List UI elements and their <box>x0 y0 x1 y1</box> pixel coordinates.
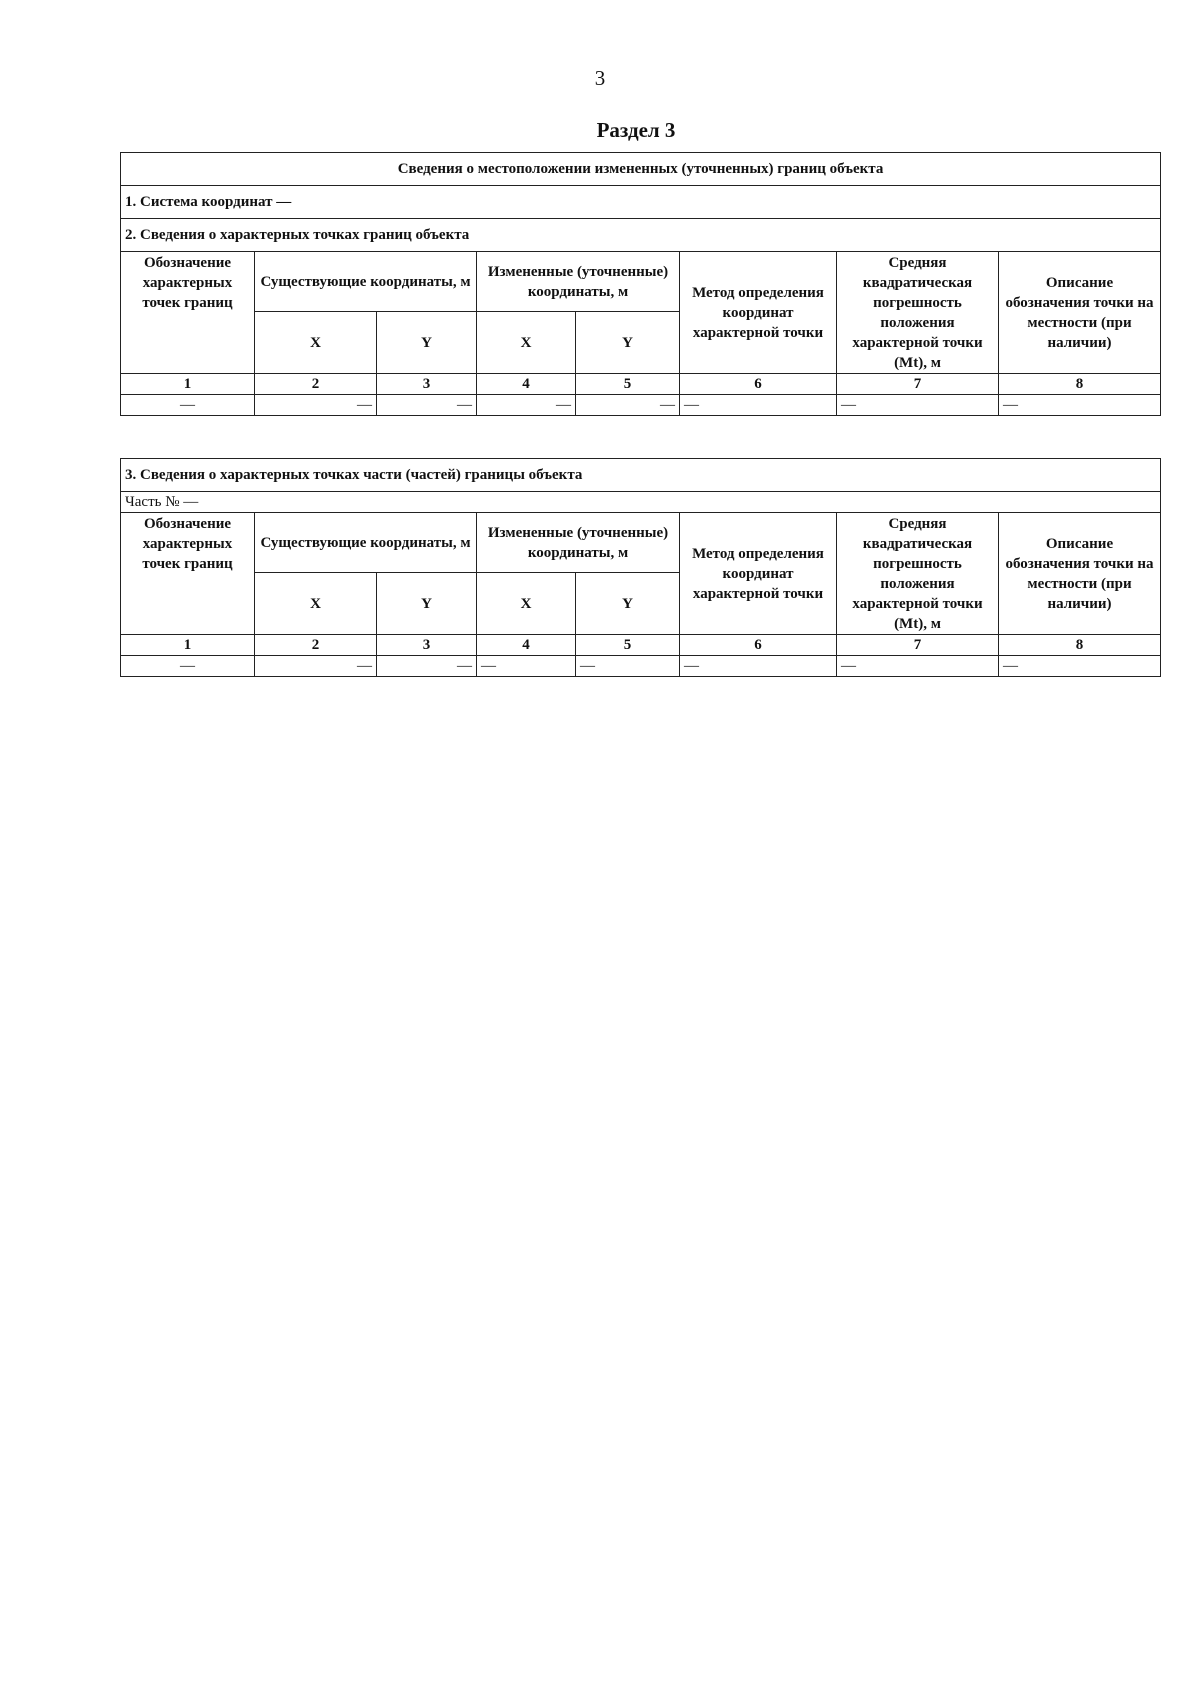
column-numbers-row <box>121 635 1161 656</box>
col-number: 5 <box>576 374 680 395</box>
table-title: Сведения о местоположении измененных (уточненных) границ объекта <box>121 153 1161 186</box>
col-changed-coords: Измененные (уточненные) координаты, м <box>477 513 680 573</box>
coordinate-system: 1. Система координат — <box>121 186 1161 219</box>
table-cell: — <box>255 656 377 677</box>
table-cell: — <box>255 395 377 416</box>
table-cell: — <box>837 656 999 677</box>
table-cell: — <box>477 656 576 677</box>
points-header: 2. Сведения о характерных точках границ объекта <box>121 219 1161 252</box>
col-number: 8 <box>999 374 1161 395</box>
column-numbers-row <box>121 374 1161 395</box>
col-number: 7 <box>837 374 999 395</box>
part-points-header: 3. Сведения о характерных точках части (частей) границы объекта <box>121 459 1161 492</box>
section-title: Раздел 3 <box>596 118 676 142</box>
col-x-existing: X <box>255 573 377 635</box>
table-cell: — <box>477 395 576 416</box>
col-y-existing: Y <box>377 312 477 374</box>
table-cell: — <box>680 656 837 677</box>
table-cell: — <box>576 395 680 416</box>
col-number: 3 <box>377 635 477 656</box>
col-number: 1 <box>121 635 255 656</box>
table-cell: — <box>377 395 477 416</box>
col-number: 4 <box>477 374 576 395</box>
col-designation: Обозначение характерных точек границ <box>121 252 255 374</box>
table-cell: — <box>999 656 1161 677</box>
table-cell: — <box>999 395 1161 416</box>
table-cell: — <box>121 656 255 677</box>
table-row <box>121 395 1161 416</box>
col-description: Описание обозначения точки на местности (при наличии) <box>999 513 1161 635</box>
col-y-existing: Y <box>377 573 477 635</box>
page-number: 3 <box>594 66 606 90</box>
table-cell: — <box>576 656 680 677</box>
col-number: 6 <box>680 374 837 395</box>
col-description: Описание обозначения точки на местности (при наличии) <box>999 252 1161 374</box>
col-number: 2 <box>255 635 377 656</box>
col-error: Средняя квадратическая погрешность положения характерной точки (Мt), м <box>837 252 999 374</box>
col-y-changed: Y <box>576 312 680 374</box>
col-error: Средняя квадратическая погрешность положения характерной точки (Мt), м <box>837 513 999 635</box>
col-number: 6 <box>680 635 837 656</box>
table-cell: — <box>837 395 999 416</box>
col-x-changed: X <box>477 573 576 635</box>
col-number: 4 <box>477 635 576 656</box>
col-number: 8 <box>999 635 1161 656</box>
col-existing-coords: Существующие координаты, м <box>255 513 477 573</box>
col-designation: Обозначение характерных точек границ <box>121 513 255 635</box>
table-cell: — <box>377 656 477 677</box>
table-row <box>121 656 1161 677</box>
col-x-changed: X <box>477 312 576 374</box>
part-number: Часть № — <box>121 492 1161 513</box>
col-number: 5 <box>576 635 680 656</box>
table-cell: — <box>680 395 837 416</box>
table-cell: — <box>121 395 255 416</box>
col-number: 3 <box>377 374 477 395</box>
col-method: Метод определения координат характерной точки <box>680 513 837 635</box>
col-existing-coords: Существующие координаты, м <box>255 252 477 312</box>
part-boundary-points-table <box>120 458 1161 677</box>
col-method: Метод определения координат характерной точки <box>680 252 837 374</box>
col-x-existing: X <box>255 312 377 374</box>
col-number: 7 <box>837 635 999 656</box>
col-number: 1 <box>121 374 255 395</box>
boundary-points-table <box>120 152 1161 416</box>
col-y-changed: Y <box>576 573 680 635</box>
col-changed-coords: Измененные (уточненные) координаты, м <box>477 252 680 312</box>
col-number: 2 <box>255 374 377 395</box>
